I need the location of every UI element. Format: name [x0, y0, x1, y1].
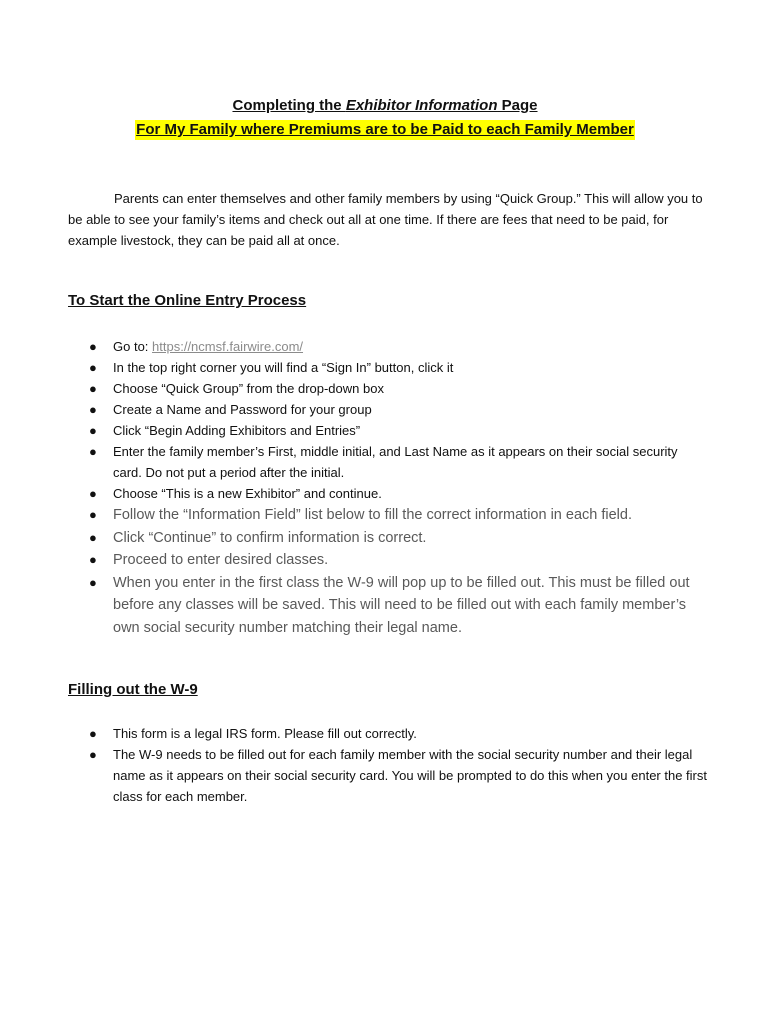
list-item: ● Choose “Quick Group” from the drop-down box — [68, 378, 708, 399]
bullet-icon: ● — [89, 552, 97, 567]
list-item: ● This form is a legal IRS form. Please fill out correctly. — [68, 723, 708, 744]
bullet-icon: ● — [89, 747, 97, 762]
fairwire-link[interactable]: https://ncmsf.fairwire.com/ — [152, 339, 304, 354]
bullet-icon: ● — [89, 444, 97, 459]
bullet-icon: ● — [89, 381, 97, 396]
list-item: ● When you enter in the first class the W-9 will pop up to be filled out. This must be filled out before any classes will be saved. This will need to be filled out with each family member’s own social security number matching their legal name. — [68, 572, 708, 640]
list-item: ● Create a Name and Password for your group — [68, 399, 708, 420]
title-emphasis: Exhibitor Information — [345, 97, 498, 114]
list-item: ● Click “Begin Adding Exhibitors and Entries” — [68, 420, 708, 441]
list-item: ● Choose “This is a new Exhibitor” and continue. — [68, 483, 708, 504]
bullet-icon: ● — [89, 339, 97, 354]
bullet-icon: ● — [89, 402, 97, 417]
section-heading-w9: Filling out the W-9 — [68, 681, 198, 698]
section-heading-start-process: To Start the Online Entry Process — [68, 292, 307, 309]
list-item: ● Click “Continue” to confirm information is correct. — [68, 527, 708, 550]
bullet-icon: ● — [89, 529, 97, 545]
bullet-icon: ● — [89, 507, 97, 522]
list-item-goto: ● Go to: https://ncmsf.fairwire.com/ — [68, 336, 708, 357]
list-item: ● In the top right corner you will find a “Sign In” button, click it — [68, 357, 708, 378]
list-item: ● Proceed to enter desired classes. — [68, 549, 708, 572]
list-item: ● Enter the family member’s First, middle initial, and Last Name as it appears on their social security card. Do not put a period after the initial. — [68, 441, 708, 483]
bullet-icon: ● — [89, 360, 97, 375]
bullet-icon: ● — [89, 486, 97, 501]
page-subtitle-highlighted: For My Family where Premiums are to be Paid to each Family Member — [136, 121, 634, 138]
bullet-icon: ● — [89, 574, 97, 590]
bullet-icon: ● — [89, 726, 97, 741]
bullet-icon: ● — [89, 423, 97, 438]
intro-paragraph: Parents can enter themselves and other family members by using “Quick Group.” This will allow you to be able to see your family’s items and check out all at one time. If there are fees that need to be paid, for example livestock, they can be paid all at once. — [68, 191, 703, 248]
page-title: Completing the Exhibitor Information Page — [232, 97, 538, 114]
title-block — [0, 96, 770, 140]
list-item: ● The W-9 needs to be filled out for each family member with the social security number and their legal name as it appears on their social security card. You will be prompted to do this when you enter the first class for each member. — [68, 744, 708, 807]
list-item: ● Follow the “Information Field” list below to fill the correct information in each field. — [68, 504, 708, 527]
start-process-list — [68, 336, 708, 639]
w9-list — [68, 723, 708, 807]
